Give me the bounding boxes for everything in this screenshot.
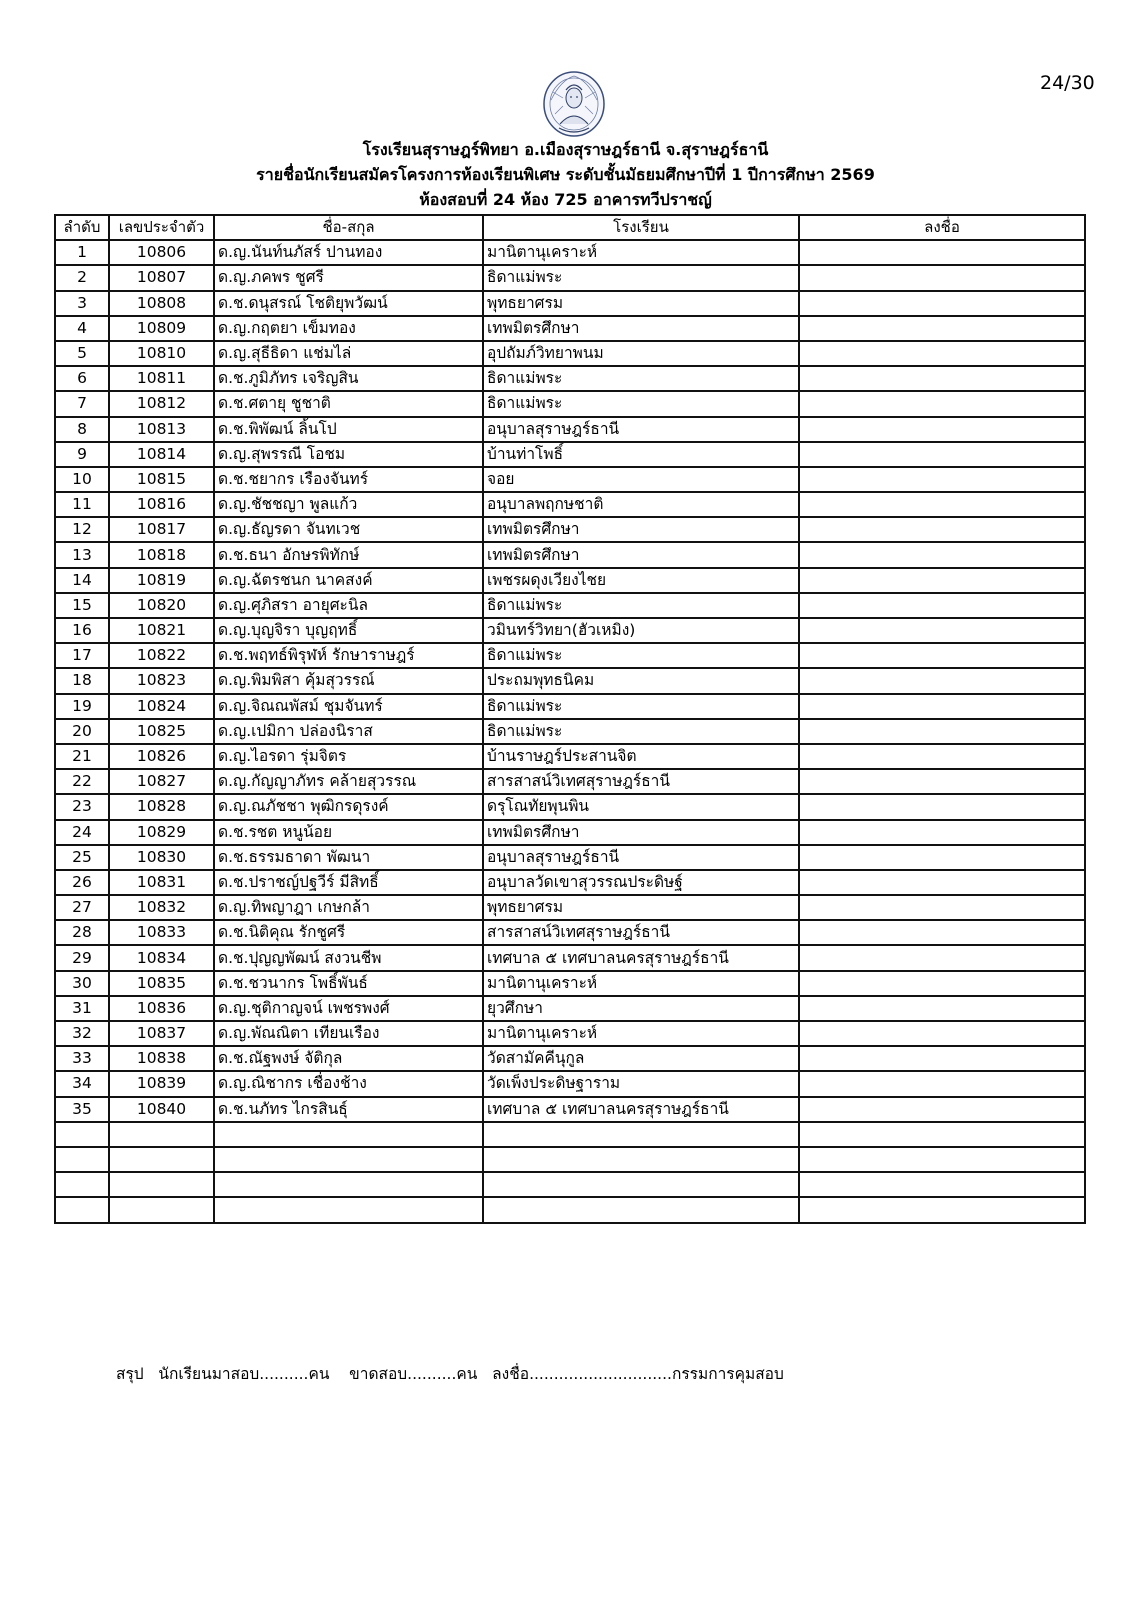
student-name-cell: ด.ช.ดนุสรณ์ โชติยุพวัฒน์ (214, 291, 483, 316)
student-id-cell: 10825 (109, 719, 214, 744)
signature-cell[interactable] (799, 1071, 1085, 1096)
empty-cell (214, 1147, 483, 1172)
signature-cell[interactable] (799, 1021, 1085, 1046)
student-name-cell: ด.ญ.ภคพร ชูศรี (214, 265, 483, 290)
student-name-cell: ด.ญ.ณภัชชา พุฒิกรดุรงค์ (214, 794, 483, 819)
student-name-cell: ด.ญ.จิณณพัสม์ ชุมจันทร์ (214, 694, 483, 719)
table-row (55, 417, 1085, 442)
student-name-cell: ด.ญ.กฤตยา เข็มทอง (214, 316, 483, 341)
empty-cell (483, 1172, 799, 1197)
student-name-cell: ด.ช.พฤทธ์พิรุฬห์ รักษาราษฎร์ (214, 643, 483, 668)
student-name-cell: ด.ญ.ศุภิสรา อายุศะนิล (214, 593, 483, 618)
school-cell: ธิดาแม่พระ (483, 391, 799, 416)
student-id-cell: 10813 (109, 417, 214, 442)
empty-cell (109, 1147, 214, 1172)
student-id-cell: 10809 (109, 316, 214, 341)
order-cell: 18 (55, 668, 109, 693)
school-cell: มานิตานุเคราะห์ (483, 1021, 799, 1046)
order-cell: 33 (55, 1046, 109, 1071)
student-name-cell: ด.ญ.สุธีธิดา แช่มไล่ (214, 341, 483, 366)
order-cell: 5 (55, 341, 109, 366)
signature-cell[interactable] (799, 694, 1085, 719)
order-cell: 25 (55, 845, 109, 870)
school-cell: สารสาสน์วิเทศสุราษฎร์ธานี (483, 769, 799, 794)
school-cell: ธิดาแม่พระ (483, 366, 799, 391)
student-name-cell: ด.ญ.ฉัตรชนก นาคสงค์ (214, 568, 483, 593)
school-cell: วัดเพ็งประดิษฐาราม (483, 1071, 799, 1096)
school-cell: เทพมิตรศึกษา (483, 517, 799, 542)
table-row (55, 391, 1085, 416)
student-name-cell: ด.ช.นิติคุณ รักชูศรี (214, 920, 483, 945)
school-cell: อนุบาลสุราษฎร์ธานี (483, 417, 799, 442)
order-cell: 6 (55, 366, 109, 391)
table-row (55, 618, 1085, 643)
student-id-cell: 10840 (109, 1097, 214, 1122)
order-cell: 14 (55, 568, 109, 593)
student-id-cell: 10832 (109, 895, 214, 920)
student-name-cell: ด.ช.ปราชญ์ปฐวีร์ มีสิทธิ์ (214, 870, 483, 895)
student-id-cell: 10826 (109, 744, 214, 769)
empty-cell (214, 1197, 483, 1222)
signature-cell[interactable] (799, 316, 1085, 341)
school-cell: ธิดาแม่พระ (483, 593, 799, 618)
student-name-cell: ด.ช.พิพัฒน์ ลิ้นโป (214, 417, 483, 442)
order-cell: 9 (55, 442, 109, 467)
signature-cell[interactable] (799, 971, 1085, 996)
student-name-cell: ด.ญ.พัณณิตา เทียนเรือง (214, 1021, 483, 1046)
table-row (55, 291, 1085, 316)
exam-summary-line (116, 1361, 784, 1386)
school-cell: บ้านท่าโพธิ์ (483, 442, 799, 467)
signature-cell[interactable] (799, 366, 1085, 391)
empty-cell (799, 1147, 1085, 1172)
order-cell: 13 (55, 542, 109, 567)
student-id-cell: 10838 (109, 1046, 214, 1071)
student-id-cell: 10814 (109, 442, 214, 467)
student-name-cell: ด.ช.รชต หนูน้อย (214, 820, 483, 845)
table-row (55, 769, 1085, 794)
school-cell: วมินทร์วิทยา(ฮัวเหมิง) (483, 618, 799, 643)
empty-cell (214, 1172, 483, 1197)
order-cell: 7 (55, 391, 109, 416)
exam-room-heading: ห้องสอบที่ 24 ห้อง 725 อาคารทวีปราชญ์ (419, 190, 712, 209)
student-id-cell: 10817 (109, 517, 214, 542)
student-id-cell: 10819 (109, 568, 214, 593)
table-row (55, 593, 1085, 618)
signature-cell[interactable] (799, 794, 1085, 819)
order-cell: 10 (55, 467, 109, 492)
table-row (55, 744, 1085, 769)
empty-cell (799, 1172, 1085, 1197)
student-name-cell: ด.ญ.ชัชชญา พูลแก้ว (214, 492, 483, 517)
school-cell: วัดสามัคคีนุกูล (483, 1046, 799, 1071)
student-id-cell: 10806 (109, 240, 214, 265)
student-id-cell: 10834 (109, 945, 214, 970)
school-name-heading: โรงเรียนสุราษฎร์พิทยา อ.เมืองสุราษฎร์ธานี จ.สุราษฎร์ธานี (362, 140, 769, 159)
table-row (55, 568, 1085, 593)
signature-cell[interactable] (799, 391, 1085, 416)
order-cell: 19 (55, 694, 109, 719)
column-header-signature: ลงชื่อ (799, 215, 1085, 240)
signature-cell[interactable] (799, 643, 1085, 668)
student-id-cell: 10807 (109, 265, 214, 290)
signature-cell[interactable] (799, 542, 1085, 567)
school-cell: ธิดาแม่พระ (483, 265, 799, 290)
order-cell: 17 (55, 643, 109, 668)
empty-cell (55, 1122, 109, 1147)
table-row (55, 1071, 1085, 1096)
signature-cell[interactable] (799, 1046, 1085, 1071)
order-cell: 29 (55, 945, 109, 970)
student-id-cell: 10820 (109, 593, 214, 618)
table-row (55, 492, 1085, 517)
order-cell: 26 (55, 870, 109, 895)
signature-cell[interactable] (799, 442, 1085, 467)
school-cell: มานิตานุเคราะห์ (483, 971, 799, 996)
school-cell: อนุบาลวัดเขาสุวรรณประดิษฐ์ (483, 870, 799, 895)
school-cell: ธิดาแม่พระ (483, 719, 799, 744)
signature-cell[interactable] (799, 845, 1085, 870)
table-row (55, 341, 1085, 366)
table-row (55, 442, 1085, 467)
school-cell: อนุบาลสุราษฎร์ธานี (483, 845, 799, 870)
order-cell: 12 (55, 517, 109, 542)
signature-cell[interactable] (799, 568, 1085, 593)
signature-cell[interactable] (799, 870, 1085, 895)
school-cell: พุทธยาศรม (483, 291, 799, 316)
order-cell: 11 (55, 492, 109, 517)
student-name-cell: ด.ญ.กัญญาภัทร คล้ายสุวรรณ (214, 769, 483, 794)
school-cell: พุทธยาศรม (483, 895, 799, 920)
student-name-cell: ด.ญ.ณิชากร เชื่องช้าง (214, 1071, 483, 1096)
order-cell: 4 (55, 316, 109, 341)
signature-cell[interactable] (799, 1097, 1085, 1122)
student-id-cell: 10824 (109, 694, 214, 719)
signature-cell[interactable] (799, 467, 1085, 492)
student-name-cell: ด.ญ.สุพรรณี โอชม (214, 442, 483, 467)
student-roster-table (54, 214, 1086, 1224)
signature-cell[interactable] (799, 996, 1085, 1021)
student-name-cell: ด.ช.ภูมิภัทร เจริญสิน (214, 366, 483, 391)
student-name-cell: ด.ช.ธรรมธาดา พัฒนา (214, 845, 483, 870)
empty-cell (483, 1122, 799, 1147)
signature-cell[interactable] (799, 593, 1085, 618)
school-cell: เทพมิตรศึกษา (483, 316, 799, 341)
empty-cell (55, 1197, 109, 1222)
column-header-student-id: เลขประจำตัว (109, 215, 214, 240)
signature-cell[interactable] (799, 492, 1085, 517)
order-cell: 3 (55, 291, 109, 316)
student-name-cell: ด.ช.ชยากร เรืองจันทร์ (214, 467, 483, 492)
signature-cell[interactable] (799, 895, 1085, 920)
student-id-cell: 10816 (109, 492, 214, 517)
table-row (55, 265, 1085, 290)
table-row (55, 719, 1085, 744)
order-cell: 27 (55, 895, 109, 920)
school-cell: เพชรผดุงเวียงไชย (483, 568, 799, 593)
table-row (55, 870, 1085, 895)
table-row (55, 945, 1085, 970)
blank-table-row (55, 1122, 1085, 1147)
student-id-cell: 10810 (109, 341, 214, 366)
student-id-cell: 10812 (109, 391, 214, 416)
empty-cell (483, 1197, 799, 1222)
student-name-cell: ด.ช.ปุญญพัฒน์ สงวนชีพ (214, 945, 483, 970)
signature-cell[interactable] (799, 744, 1085, 769)
signature-cell[interactable] (799, 291, 1085, 316)
column-header-school: โรงเรียน (483, 215, 799, 240)
table-row (55, 820, 1085, 845)
student-name-cell: ด.ช.ธนา อักษรพิทักษ์ (214, 542, 483, 567)
table-row (55, 794, 1085, 819)
page-number: 24/30 (1040, 72, 1095, 94)
student-id-cell: 10815 (109, 467, 214, 492)
student-id-cell: 10822 (109, 643, 214, 668)
student-name-cell: ด.ญ.นันท์นภัสร์ ปานทอง (214, 240, 483, 265)
signature-cell[interactable] (799, 920, 1085, 945)
student-name-cell: ด.ญ.พิมพิสา คุ้มสุวรรณ์ (214, 668, 483, 693)
column-header-order: ลำดับ (55, 215, 109, 240)
student-id-cell: 10828 (109, 794, 214, 819)
table-row (55, 971, 1085, 996)
signature-cell[interactable] (799, 820, 1085, 845)
signature-cell[interactable] (799, 240, 1085, 265)
signature-cell[interactable] (799, 618, 1085, 643)
order-cell: 8 (55, 417, 109, 442)
student-id-cell: 10836 (109, 996, 214, 1021)
empty-cell (799, 1122, 1085, 1147)
student-id-cell: 10830 (109, 845, 214, 870)
school-cell: เทศบาล ๕ เทศบาลนครสุราษฎร์ธานี (483, 1097, 799, 1122)
student-name-cell: ด.ญ.ชุติกาญจน์ เพชรพงศ์ (214, 996, 483, 1021)
school-cell: อุปถัมภ์วิทยาพนม (483, 341, 799, 366)
school-cell: จอย (483, 467, 799, 492)
school-cell: ประถมพุทธนิคม (483, 668, 799, 693)
school-cell: ธิดาแม่พระ (483, 643, 799, 668)
empty-cell (799, 1197, 1085, 1222)
student-name-cell: ด.ช.นภัทร ไกรสินธุ์ (214, 1097, 483, 1122)
empty-cell (55, 1172, 109, 1197)
student-name-cell: ด.ญ.เปมิกา ปล่องนิราส (214, 719, 483, 744)
blank-table-row (55, 1147, 1085, 1172)
order-cell: 23 (55, 794, 109, 819)
school-cell: เทพมิตรศึกษา (483, 820, 799, 845)
summary-label: สรุป (116, 1365, 144, 1383)
signature-cell[interactable] (799, 517, 1085, 542)
order-cell: 16 (55, 618, 109, 643)
order-cell: 15 (55, 593, 109, 618)
school-cell: เทศบาล ๕ เทศบาลนครสุราษฎร์ธานี (483, 945, 799, 970)
signature-cell[interactable] (799, 341, 1085, 366)
school-cell: บ้านราษฎร์ประสานจิต (483, 744, 799, 769)
student-name-cell: ด.ญ.ทิพญาฎา เกษกล้า (214, 895, 483, 920)
blank-table-row (55, 1197, 1085, 1222)
document-title: รายชื่อนักเรียนสมัครโครงการห้องเรียนพิเศษ ระดับชั้นมัธยมศึกษาปีที่ 1 ปีการศึกษา 2569 (256, 165, 875, 184)
table-row (55, 694, 1085, 719)
order-cell: 22 (55, 769, 109, 794)
table-row (55, 542, 1085, 567)
student-id-cell: 10829 (109, 820, 214, 845)
order-cell: 32 (55, 1021, 109, 1046)
signature-cell[interactable] (799, 769, 1085, 794)
student-name-cell: ด.ช.ณัฐพงษ์ จัติกุล (214, 1046, 483, 1071)
empty-cell (109, 1197, 214, 1222)
table-row (55, 643, 1085, 668)
signature-cell[interactable] (799, 265, 1085, 290)
student-id-cell: 10808 (109, 291, 214, 316)
order-cell: 28 (55, 920, 109, 945)
school-cell: มานิตานุเคราะห์ (483, 240, 799, 265)
order-cell: 20 (55, 719, 109, 744)
order-cell: 34 (55, 1071, 109, 1096)
order-cell: 21 (55, 744, 109, 769)
student-name-cell: ด.ญ.ธัญรดา จันทเวช (214, 517, 483, 542)
student-id-cell: 10823 (109, 668, 214, 693)
table-row (55, 1021, 1085, 1046)
school-cell: ธิดาแม่พระ (483, 694, 799, 719)
signature-cell[interactable] (799, 945, 1085, 970)
school-cell: ดรุโณทัยพุนพิน (483, 794, 799, 819)
student-id-cell: 10827 (109, 769, 214, 794)
order-cell: 2 (55, 265, 109, 290)
student-name-cell: ด.ญ.ไอรดา รุ่มจิตร (214, 744, 483, 769)
blank-table-row (55, 1172, 1085, 1197)
order-cell: 24 (55, 820, 109, 845)
student-id-cell: 10811 (109, 366, 214, 391)
order-cell: 31 (55, 996, 109, 1021)
column-header-name: ชื่อ-สกุล (214, 215, 483, 240)
table-row (55, 1046, 1085, 1071)
student-id-cell: 10831 (109, 870, 214, 895)
student-id-cell: 10835 (109, 971, 214, 996)
school-emblem-icon (541, 70, 607, 142)
table-row (55, 996, 1085, 1021)
student-id-cell: 10833 (109, 920, 214, 945)
student-id-cell: 10837 (109, 1021, 214, 1046)
table-row (55, 920, 1085, 945)
table-row (55, 517, 1085, 542)
absent-count-field: ขาดสอบ..........คน (349, 1365, 478, 1383)
order-cell: 30 (55, 971, 109, 996)
table-row (55, 1097, 1085, 1122)
table-row (55, 668, 1085, 693)
student-id-cell: 10839 (109, 1071, 214, 1096)
empty-cell (109, 1122, 214, 1147)
order-cell: 1 (55, 240, 109, 265)
student-name-cell: ด.ช.ศตายุ ชูชาติ (214, 391, 483, 416)
table-row (55, 366, 1085, 391)
student-id-cell: 10821 (109, 618, 214, 643)
school-cell: อนุบาลพฤกษชาติ (483, 492, 799, 517)
student-id-cell: 10818 (109, 542, 214, 567)
table-row (55, 316, 1085, 341)
empty-cell (109, 1172, 214, 1197)
proctor-signature-field: ลงชื่อ.............................กรรมการคุมสอบ (492, 1365, 784, 1383)
present-count-field: นักเรียนมาสอบ..........คน (158, 1365, 330, 1383)
table-header-row (55, 215, 1085, 240)
order-cell: 35 (55, 1097, 109, 1122)
empty-cell (214, 1122, 483, 1147)
signature-cell[interactable] (799, 719, 1085, 744)
table-row (55, 845, 1085, 870)
signature-cell[interactable] (799, 417, 1085, 442)
empty-cell (483, 1147, 799, 1172)
table-row (55, 240, 1085, 265)
signature-cell[interactable] (799, 668, 1085, 693)
student-name-cell: ด.ญ.บุญจิรา บุญฤทธิ์ (214, 618, 483, 643)
school-cell: เทพมิตรศึกษา (483, 542, 799, 567)
table-row (55, 467, 1085, 492)
empty-cell (55, 1147, 109, 1172)
school-cell: ยุวศึกษา (483, 996, 799, 1021)
student-name-cell: ด.ช.ชวนากร โพธิ์พันธ์ (214, 971, 483, 996)
table-row (55, 895, 1085, 920)
school-cell: สารสาสน์วิเทศสุราษฎร์ธานี (483, 920, 799, 945)
